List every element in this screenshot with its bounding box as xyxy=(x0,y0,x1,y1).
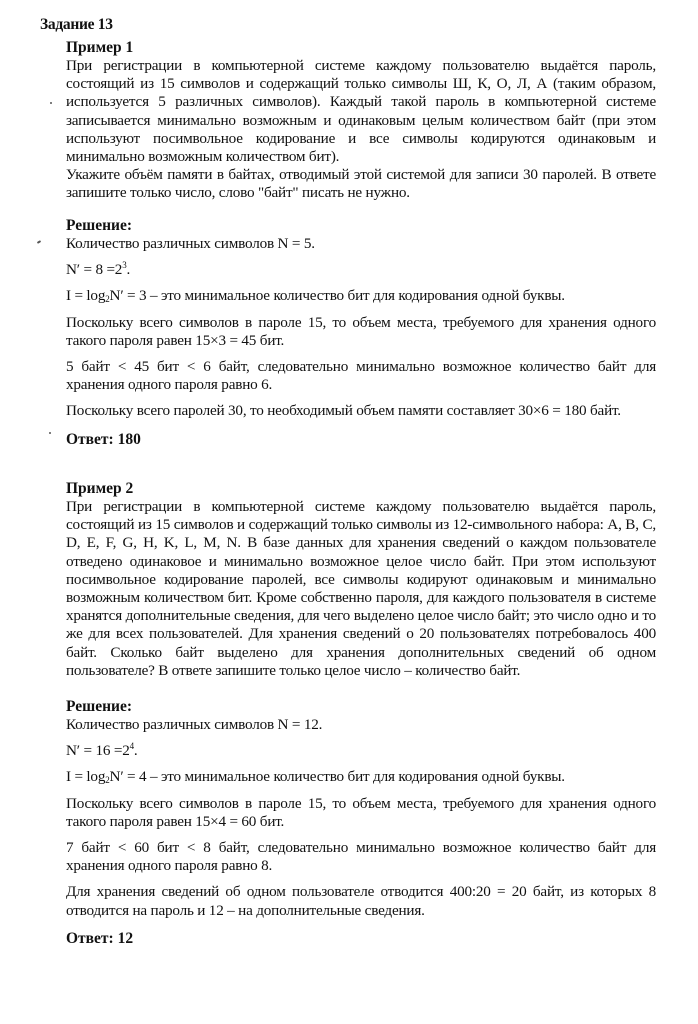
formula-exponent: 4 xyxy=(129,741,134,752)
example-2-solution-line6: Для хранения сведений об одном пользователе отводится 400:20 = 20 байт, из которых 8 отводится на пароль и 12 – на дополнительные сведения. xyxy=(66,883,656,919)
formula-text: I = log xyxy=(66,287,106,305)
scan-speck xyxy=(49,432,51,434)
example-2-solution-line5: 7 байт < 60 бит < 8 байт, следовательно минимально возможное количество байт для хранения одного пароля равно 8. xyxy=(66,839,656,875)
example-1-solution-line1: Количество различных символов N = 5. xyxy=(66,235,315,252)
formula-text: N′ = 16 =2 xyxy=(66,742,130,760)
example-2 xyxy=(66,479,656,680)
example-1-solution-line5: 5 байт < 45 бит < 6 байт, следовательно минимально возможное количество байт для хранения одного пароля равно 6. xyxy=(66,358,656,394)
example-1-statement-p1: При регистрации в компьютерной системе каждому пользователю выдаётся пароль, состоящий из 15 символов и содержащий только символы Ш, К, О, Л, А (таким образом, используется 5 различных символов). Каждый такой пароль в компьютерной системе записывается минимально возможным и одинаковым целым количеством байт (при этом используют посимвольное кодирование и все символы кодируются одинаковым и минимально возможным количеством бит). xyxy=(66,57,656,166)
formula-text: I = log xyxy=(66,768,106,786)
example-2-title: Пример 2 xyxy=(66,480,134,497)
formula-text: N′ = 8 =2 xyxy=(66,261,123,279)
example-2-solution-line3 xyxy=(66,768,656,786)
example-1-solution-label: Решение: xyxy=(66,217,133,234)
example-1-title: Пример 1 xyxy=(66,39,134,56)
example-1-solution-line4: Поскольку всего символов в пароле 15, то объем места, требуемого для хранения одного такого пароля равен 15×3 = 45 бит. xyxy=(66,313,656,349)
example-2-statement-p1: При регистрации в компьютерной системе каждому пользователю выдаётся пароль, состоящий из 15 символов и содержащий только символы из 12-символьного набора: A, B, C, D, E, F, G, H, K, L, M, N. В базе данных для хранения сведений о каждом пользователе отведено одинаковое и минимально возможное целое число байт. При этом используют посимвольное кодирование паролей, все символы кодируют одинаковым и минимально возможным количеством бит. Кроме собственно пароля, для каждого пользователя в системе хранятся дополнительные сведения, для чего выделено целое число байт; это число одно и то же для всех пользователей. Для хранения сведений о 20 пользователях потребовалось 400 байт. Сколько байт выделено для хранения дополнительных сведений об одном пользователе? В ответе запишите только целое число – количество байт. xyxy=(66,498,656,679)
example-1-solution xyxy=(66,216,656,449)
formula-subscript: 2 xyxy=(105,775,110,786)
example-2-solution xyxy=(66,697,656,948)
formula-text: . xyxy=(126,261,131,279)
task-title: Задание 13 xyxy=(40,16,113,33)
formula-text: N′ = 3 – это минимальное количество бит для кодирования одной буквы. xyxy=(109,287,565,305)
example-2-solution-line1: Количество различных символов N = 12. xyxy=(66,716,323,733)
example-2-answer: Ответ: 12 xyxy=(66,929,134,947)
formula-text: . xyxy=(133,742,138,760)
formula-subscript: 2 xyxy=(105,294,110,305)
formula-exponent: 3 xyxy=(122,260,127,271)
example-1-solution-line6: Поскольку всего паролей 30, то необходимый объем памяти составляет 30×6 = 180 байт. xyxy=(66,402,621,420)
example-1-statement-p2: Укажите объём памяти в байтах, отводимый этой системой для записи 30 паролей. В ответе запишите только число, слово "байт" писать не нужно. xyxy=(66,166,656,202)
example-2-solution-line2 xyxy=(66,742,656,760)
example-1-answer: Ответ: 180 xyxy=(66,430,141,448)
example-1-solution-line3 xyxy=(66,287,656,305)
scan-speck xyxy=(50,102,52,104)
example-1 xyxy=(66,38,656,203)
example-2-solution-label: Решение: xyxy=(66,698,133,715)
example-2-solution-line4: Поскольку всего символов в пароле 15, то объем места, требуемого для хранения одного такого пароля равен 15×4 = 60 бит. xyxy=(66,794,656,830)
formula-text: N′ = 4 – это минимальное количество бит для кодирования одной буквы. xyxy=(109,768,565,786)
example-1-solution-line2 xyxy=(66,261,656,279)
scan-speck xyxy=(37,240,41,244)
